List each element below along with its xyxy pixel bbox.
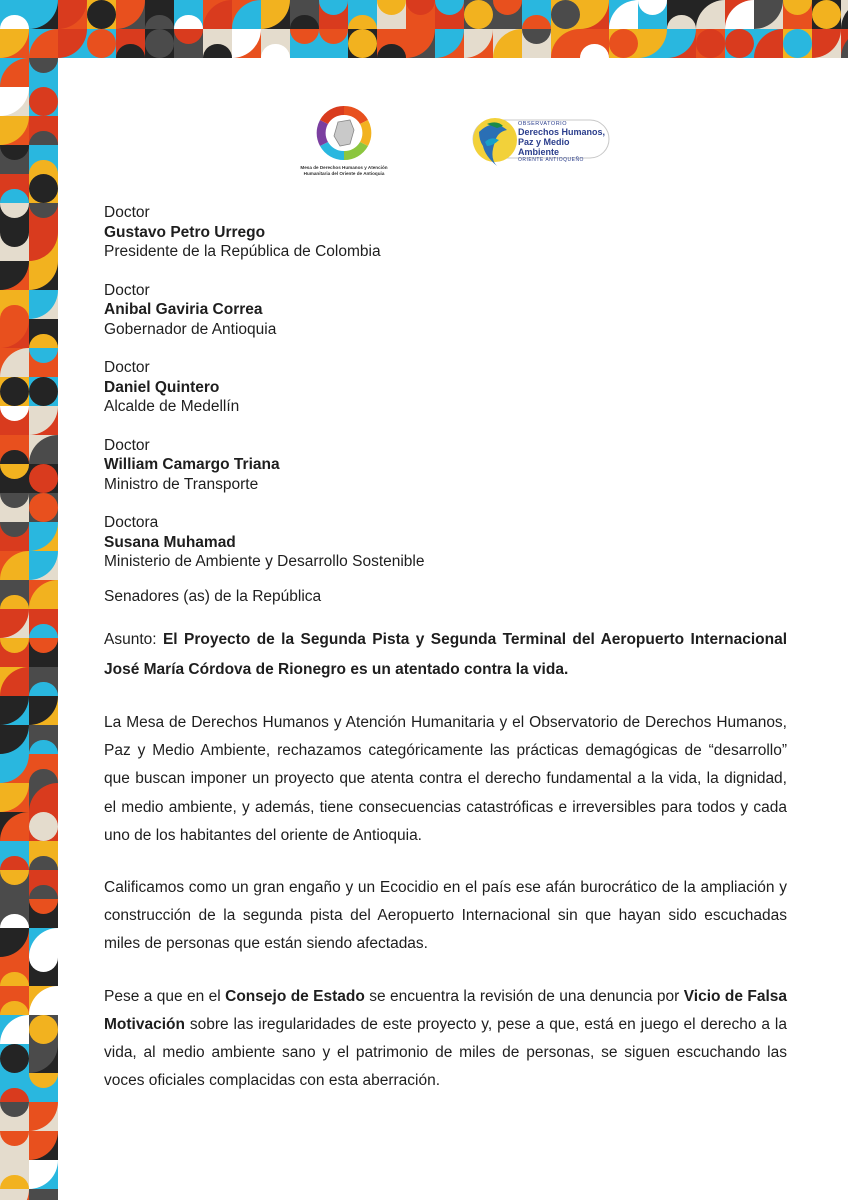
border-tile (29, 261, 58, 290)
senadores-line: Senadores (as) de la República (104, 587, 322, 605)
border-tile (0, 261, 29, 290)
border-tile (0, 493, 29, 522)
border-tile (754, 29, 783, 58)
border-tile (377, 0, 406, 29)
border-tile (0, 1044, 29, 1073)
border-tile (29, 87, 58, 116)
border-tile (406, 29, 435, 58)
paragraph-3-text: se encuentra la revisión de una denuncia por (364, 987, 684, 1005)
border-tile (203, 0, 232, 29)
addressee-name: Anibal Gaviria Correa (104, 301, 263, 318)
border-tile (29, 1189, 58, 1200)
border-tile (609, 29, 638, 58)
border-tile (0, 1073, 29, 1102)
addressee-block (104, 513, 787, 572)
border-tile (725, 29, 754, 58)
border-tile (435, 0, 464, 29)
border-tile (0, 232, 29, 261)
border-tile (0, 725, 29, 754)
addressee-role: Ministro de Transporte (104, 475, 259, 493)
border-tile (87, 0, 116, 29)
border-tile (29, 1015, 58, 1044)
addressee-block (104, 358, 787, 417)
border-tile (29, 406, 58, 435)
border-tile (435, 29, 464, 58)
border-tile (29, 464, 58, 493)
consejo-de-estado-bold: Consejo de Estado (225, 987, 365, 1005)
border-tile (0, 754, 29, 783)
border-tile (0, 174, 29, 203)
border-tile (812, 0, 841, 29)
addressee-role: Alcalde de Medellín (104, 398, 240, 415)
observatorio-subtitle: ORIENTE ANTIOQUEÑO (518, 157, 584, 163)
border-tile (493, 0, 522, 29)
mesa-logo-caption: Mesa de Derechos Humanos y Atención Humanitaria del Oriente de Antioquia (300, 165, 388, 176)
border-tile (29, 580, 58, 609)
border-tile (58, 29, 87, 58)
border-tile (29, 986, 58, 1015)
border-tile (29, 754, 58, 783)
vicio-bold: Vicio de Falsa Motivación (104, 987, 787, 1033)
border-tile (377, 29, 406, 58)
border-tile (522, 0, 551, 29)
border-tile (0, 522, 29, 551)
border-tile (29, 58, 58, 87)
border-tile (319, 0, 348, 29)
border-tile (696, 29, 725, 58)
border-tile (290, 0, 319, 29)
border-tile (667, 0, 696, 29)
addressee-block (104, 203, 787, 262)
border-tile (0, 870, 29, 899)
border-tile (29, 928, 58, 957)
paragraph-3-text: sobre las iregularidades de este proyecto y, pese a que, está en juego el derecho a la vida, al medio ambiente sano y el patrimonio de miles de personas, se siguen escuchando las voces oficiales complacidas con esta aberración. (104, 1015, 787, 1090)
observatorio-label: OBSERVATORIO (518, 121, 567, 127)
border-tile (29, 1044, 58, 1073)
border-tile (0, 464, 29, 493)
border-tile (754, 0, 783, 29)
border-tile (0, 348, 29, 377)
border-tile (580, 29, 609, 58)
border-tile (348, 0, 377, 29)
border-tile (29, 1073, 58, 1102)
border-tile (29, 1102, 58, 1131)
border-tile (0, 928, 29, 957)
border-tile (0, 1189, 29, 1200)
observatorio-title-line2: Paz y Medio Ambiente (518, 137, 570, 157)
border-tile (0, 1160, 29, 1189)
border-tile (0, 58, 29, 87)
border-tile (0, 377, 29, 406)
border-tile (29, 29, 58, 58)
addressee-name: William Camargo Triana (104, 456, 280, 473)
border-tile (0, 899, 29, 928)
border-tile (29, 696, 58, 725)
border-tile (580, 0, 609, 29)
border-tile (29, 1160, 58, 1189)
paragraph-2: Calificamos como un gran engaño y un Ecocidio en el país ese afán burocrático de la ampliación y construcción de la segunda pista del Aeropuerto Internacional sin que hayan sido escuchadas miles de personas que están siendo afectadas. (104, 879, 787, 953)
border-tile (841, 0, 848, 29)
paragraph-3-text: Pese a que en el (104, 987, 226, 1005)
addressee-title: Doctor (104, 204, 150, 221)
border-tile (0, 203, 29, 232)
border-tile (29, 638, 58, 667)
border-tile (522, 29, 551, 58)
border-tile (0, 319, 29, 348)
border-tile (0, 812, 29, 841)
border-tile (145, 0, 174, 29)
border-tile (29, 174, 58, 203)
border-tile (0, 406, 29, 435)
subject-text: El Proyecto de la Segunda Pista y Segunda Terminal del Aeropuerto Internacional José María Córdova de Rionegro es un atentado contra la vida. (104, 631, 787, 678)
border-tile (232, 29, 261, 58)
border-tile (0, 667, 29, 696)
border-tile (29, 377, 58, 406)
border-tile (464, 0, 493, 29)
border-tile (783, 29, 812, 58)
addressee-title: Doctora (104, 514, 159, 531)
addressee-role: Ministerio de Ambiente y Desarrollo Sostenible (104, 553, 425, 570)
addressee-name: Daniel Quintero (104, 378, 220, 396)
decorative-border-left (0, 58, 58, 1200)
border-tile (0, 551, 29, 580)
border-tile (29, 232, 58, 261)
border-tile (29, 870, 58, 899)
border-tile (29, 116, 58, 145)
border-tile (0, 290, 29, 319)
observatorio-logo-text (518, 121, 612, 163)
decorative-border-top (0, 0, 848, 58)
addressee-name: Susana Muhamad (104, 533, 236, 551)
addressee-title: Doctor (104, 436, 150, 454)
border-tile (0, 841, 29, 870)
border-tile (0, 435, 29, 464)
border-tile (348, 29, 377, 58)
border-tile (406, 0, 435, 29)
border-tile (29, 812, 58, 841)
addressee-title: Doctor (104, 281, 150, 299)
border-tile (29, 290, 58, 319)
border-tile (29, 319, 58, 348)
border-tile (29, 783, 58, 812)
addressee-title: Doctor (104, 359, 150, 376)
border-tile (812, 29, 841, 58)
border-tile (29, 667, 58, 696)
border-tile (29, 203, 58, 232)
border-tile (29, 609, 58, 638)
border-tile (0, 87, 29, 116)
border-tile (0, 1131, 29, 1160)
border-tile (116, 0, 145, 29)
border-tile (0, 1102, 29, 1131)
subject-line (104, 625, 787, 685)
border-tile (551, 29, 580, 58)
border-tile (667, 29, 696, 58)
border-tile (0, 0, 29, 29)
border-tile (0, 957, 29, 986)
border-tile (0, 116, 29, 145)
border-tile (841, 29, 848, 58)
border-tile (290, 29, 319, 58)
border-tile (116, 29, 145, 58)
border-tile (29, 522, 58, 551)
paragraph-3 (104, 983, 787, 1096)
border-tile (0, 696, 29, 725)
border-tile (174, 29, 203, 58)
border-tile (29, 435, 58, 464)
border-tile (29, 551, 58, 580)
border-tile (0, 986, 29, 1015)
border-tile (0, 609, 29, 638)
border-tile (232, 0, 261, 29)
border-tile (29, 899, 58, 928)
border-tile (0, 1015, 29, 1044)
border-tile (319, 29, 348, 58)
border-tile (29, 0, 58, 29)
border-tile (783, 0, 812, 29)
addressee-block (104, 281, 787, 340)
border-tile (464, 29, 493, 58)
observatorio-title-line1: Derechos Humanos, (518, 127, 606, 137)
paragraph-1: La Mesa de Derechos Humanos y Atención Humanitaria y el Observatorio de Derechos Humanos, Paz y Medio Ambiente, rechazamos categóricamente las prácticas demagógicas de “desarrollo” que buscan imponer un proyecto que atenta contra el derecho fundamental a la vida, la dignidad, el medio ambiente, y además, tiene consecuencias catastróficas e irreversibles para todos y cada uno de los habitantes del oriente de Antioquia. (104, 714, 787, 844)
border-tile (551, 0, 580, 29)
border-tile (87, 29, 116, 58)
border-tile (29, 348, 58, 377)
border-tile (145, 29, 174, 58)
border-tile (0, 580, 29, 609)
border-tile (0, 783, 29, 812)
border-tile (609, 0, 638, 29)
border-tile (725, 0, 754, 29)
addressee-name: Gustavo Petro Urrego (104, 223, 266, 241)
border-tile (29, 145, 58, 174)
border-tile (29, 493, 58, 522)
border-tile (29, 1131, 58, 1160)
border-tile (0, 145, 29, 174)
addressee-role: Gobernador de Antioquia (104, 320, 277, 338)
border-tile (261, 29, 290, 58)
addressee-block (104, 436, 787, 495)
border-tile (29, 725, 58, 754)
border-tile (638, 0, 667, 29)
border-tile (203, 29, 232, 58)
border-tile (493, 29, 522, 58)
border-tile (58, 0, 87, 29)
letter-body (104, 203, 787, 1095)
border-tile (261, 0, 290, 29)
border-tile (29, 841, 58, 870)
border-tile (696, 0, 725, 29)
addressee-role: Presidente de la República de Colombia (104, 243, 381, 260)
border-tile (638, 29, 667, 58)
subject-label: Asunto: (104, 631, 157, 648)
hands-circle-logo-icon (298, 100, 390, 170)
border-tile (29, 957, 58, 986)
border-tile (174, 0, 203, 29)
border-tile (0, 638, 29, 667)
border-tile (0, 29, 29, 58)
